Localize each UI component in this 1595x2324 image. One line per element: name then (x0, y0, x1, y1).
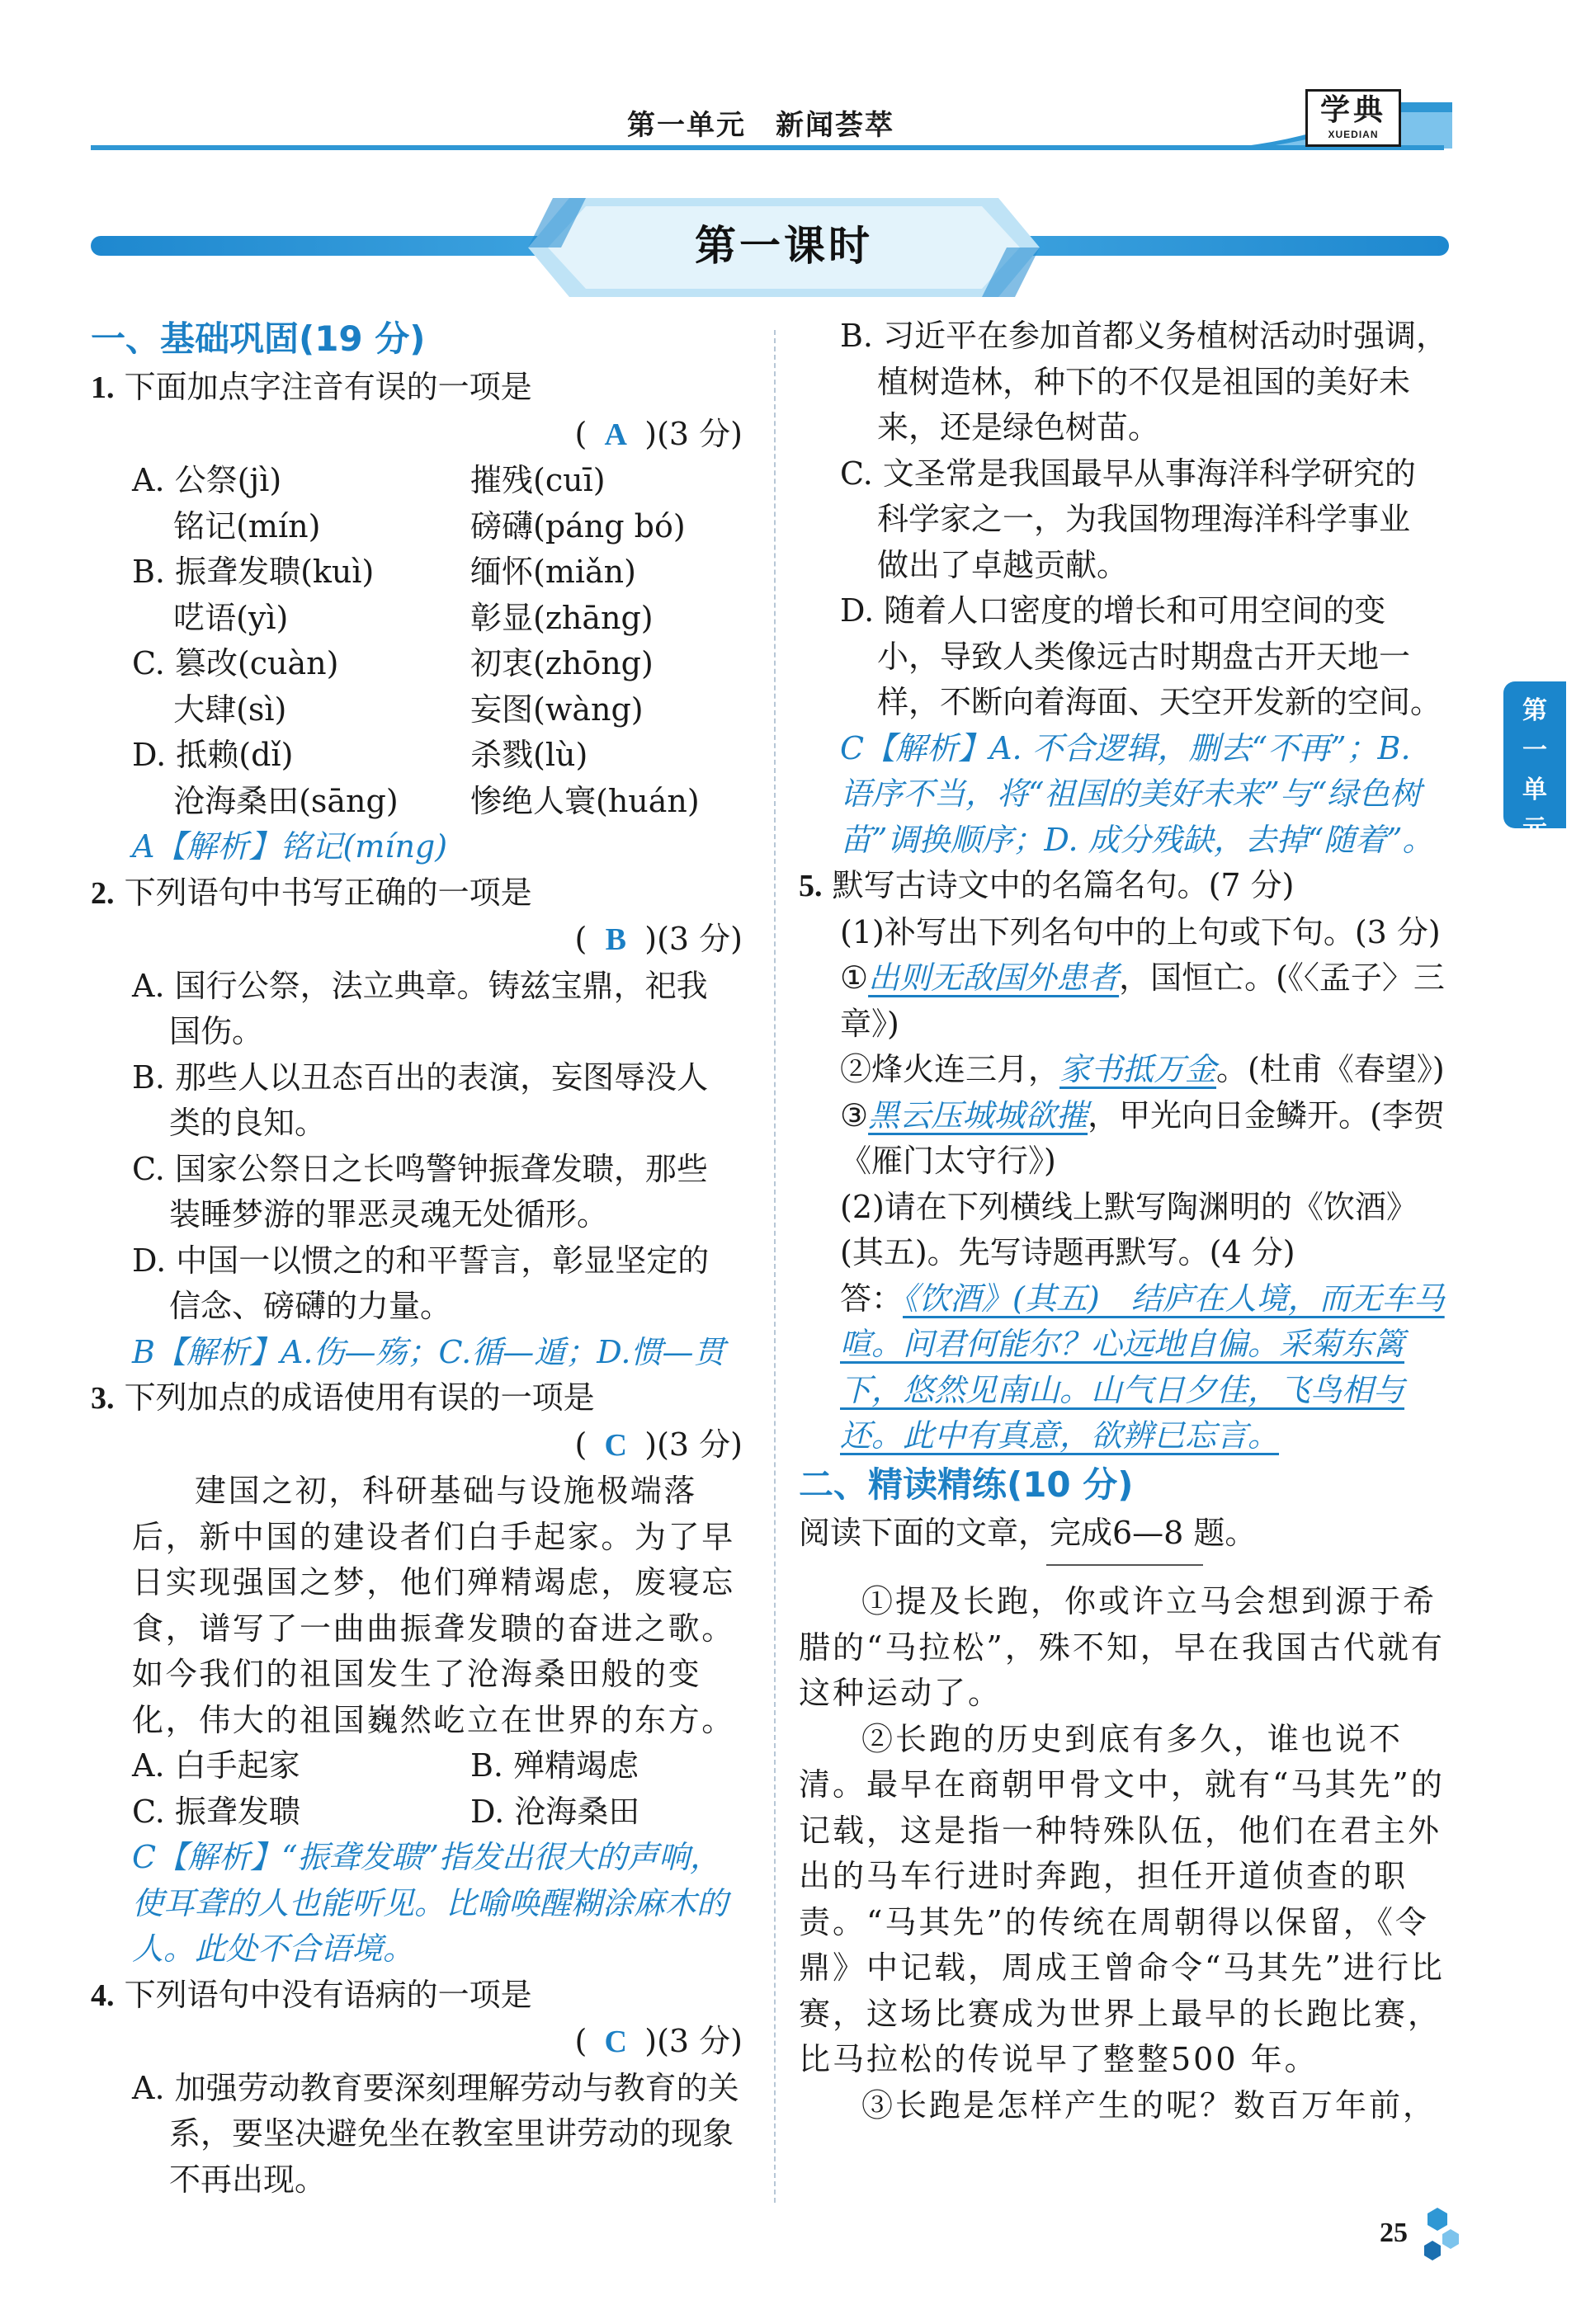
option-d: D. 中国一以惯之的和平誓言，彰显坚定的 (132, 1242, 710, 1279)
option-d-cont: 信念、磅礴的力量。 (169, 1288, 452, 1324)
option-d: D. 沧海桑田 (470, 1793, 640, 1830)
option-cell: 大肆(sì) (132, 691, 287, 728)
running-header (627, 102, 894, 143)
item-3 (799, 1093, 1451, 1185)
question-5 (799, 863, 1451, 1459)
option-cell: 磅礴(páng bó) (470, 507, 686, 544)
item-text: ，国恒亡。(《〈孟子〉三章》) (840, 959, 1445, 1042)
option-b: B. 殚精竭虑 (470, 1747, 639, 1784)
handwritten-answer: 出则无敌国外患者 (868, 959, 1120, 996)
answer-line (91, 2019, 751, 2066)
option-c-cont: 科学家之一，为我国物理海洋科学事业 (877, 501, 1411, 537)
option-b-cont: 来，还是绿色树苗。 (877, 409, 1160, 445)
question-1 (91, 365, 751, 870)
item-mark: ③ (840, 1096, 869, 1134)
option-cell: B. 振聋发聩(kuì) (132, 554, 375, 590)
analysis-text: C【解析】A. 不合逻辑，删去“不再”；B. 语序不当，将“祖国的美好未来”与“绿色树苗”调换顺序；D. 成分残缺，去掉“随着”。 (840, 729, 1434, 858)
answer-line (91, 917, 751, 964)
passage-paragraph-2: ②长跑的历史到底有多久，谁也说不清。最早在商朝甲骨文中，就有“马其先”的记载，这是指一种特殊队伍，他们在君主外出的马车行进时奔跑，担任开道侦查的职责。“马其先”的传统在周朝得以保留，《令鼎》中记载，周成王曾命令“马其先”进行比赛，这场比赛成为世界上最早的长跑比赛，比马拉松的传说早了整整500 年。 (799, 1720, 1445, 2077)
option-cell: C. 篡改(cuàn) (132, 645, 339, 681)
answer-value: C (604, 2025, 627, 2059)
item-1 (799, 955, 1451, 1047)
option-c: C. 振聋发聩 (132, 1793, 300, 1830)
subquestion-2: (2)请在下列横线上默写陶渊明的《饮酒》(其五)。先写诗题再默写。(4 分) (840, 1188, 1418, 1270)
analysis-text: C【解析】“振聋发聩”指发出很大的声响，使耳聋的人也能听见。比喻唤醒糊涂麻木的人。此处不合语境。 (132, 1839, 729, 1967)
paren-open: ( (574, 2023, 588, 2059)
question-number: 3. (91, 1381, 115, 1416)
answer-line (91, 412, 751, 459)
question-number: 5. (799, 869, 823, 903)
option-cell: 彰显(zhāng) (470, 599, 654, 636)
item-mark: ① (840, 959, 869, 996)
option-cell: 惨绝人寰(huán) (470, 782, 700, 819)
question-stem: 下列语句中书写正确的一项是 (124, 874, 532, 911)
answer-label: 答： (840, 1280, 904, 1317)
section-heading-basics: 一、基础巩固(19 分) (91, 318, 426, 359)
option-cell: 妄图(wàng) (470, 691, 644, 728)
option-c: C. 文圣常是我国最早从事海洋科学研究的 (840, 455, 1416, 492)
question-stem: 下面加点字注音有误的一项是 (124, 369, 532, 405)
option-cell: 摧残(cuī) (470, 462, 606, 498)
passage-paragraph-3: ③长跑是怎样产生的呢？数百万年前， (861, 2086, 1437, 2124)
option-a-cont: 国伤。 (169, 1013, 264, 1049)
item-text: 。(杜甫《春望》) (1216, 1051, 1445, 1087)
handwritten-answer: 家书抵万金 (1059, 1051, 1217, 1087)
score-label: )(3 分) (644, 921, 743, 957)
option-b: B. 习近平在参加首都义务植树活动时强调， (840, 318, 1448, 354)
item-2 (799, 1047, 1451, 1093)
option-cell: D. 抵赖(dǐ) (132, 737, 294, 773)
paren-open: ( (574, 921, 588, 957)
question-number: 2. (91, 875, 115, 911)
logo-subtext: XUEDIAN (1328, 129, 1379, 140)
header-topic: 新闻荟萃 (776, 109, 894, 142)
option-a: A. 白手起家 (132, 1747, 300, 1784)
question-passage: 建国之初，科研基础与设施极端落后，新中国的建设者们白手起家。为了早日实现强国之梦，他们殚精竭虑，废寝忘食，谱写了一曲曲振聋发聩的奋进之歌。如今我们的祖国发生了沧海桑田般的变化，伟大的祖国巍然屹立在世界的东方。 (132, 1473, 735, 1738)
side-tab-label: 第一单元 (1522, 696, 1547, 844)
option-b: B. 那些人以丑态百出的表演，妄图辱没人 (132, 1058, 709, 1096)
option-a-cont: 不再出现。 (169, 2161, 327, 2198)
question-stem: 下列加点的成语使用有误的一项是 (124, 1379, 595, 1416)
header-unit: 第一单元 (627, 109, 746, 142)
item-text: ②烽火连三月， (840, 1051, 1060, 1087)
score-label: )(3 分) (644, 2023, 743, 2059)
logo-text: 学典 (1319, 92, 1386, 127)
question-4 (91, 1973, 751, 2204)
option-a: A. 加强劳动教育要深刻理解劳动与教育的关 (132, 2069, 739, 2106)
option-b-cont: 类的良知。 (169, 1105, 327, 1141)
option-a-cont: 系，要坚决避免坐在教室里讲劳动的现象 (169, 2115, 734, 2152)
option-d: D. 随着人口密度的增长和可用空间的变 (840, 592, 1386, 629)
item-text: ，甲光向日金鳞开。(李贺《雁门太守行》) (840, 1096, 1445, 1179)
page-number: 25 (1380, 2218, 1408, 2248)
hexagon-decoration-icon (1413, 2204, 1462, 2270)
passage-paragraph-1: ①提及长跑，你或许立马会想到源于希腊的“马拉松”，殊不知，早在我国古代就有这种运动了。 (799, 1583, 1445, 1711)
answer-line (91, 1422, 751, 1469)
option-a: A. 国行公祭，法立典章。铸兹宝鼎，祀我 (132, 967, 708, 1004)
option-cell: 呓语(yì) (132, 599, 289, 636)
option-cell: 缅怀(miǎn) (470, 554, 636, 590)
option-d-cont: 小，导致人类像远古时期盘古开天地一 (877, 638, 1411, 675)
left-column (91, 313, 751, 2203)
analysis-text: B【解析】A.伤—殇；C.循—遁；D.惯—贯 (132, 1333, 725, 1370)
handwritten-answer: 黑云压城城欲摧 (868, 1096, 1088, 1134)
handwritten-answer: 《饮酒》(其五) 结庐在人境，而无车马喧。问君何能尔？心远地自偏。采菊东篱下，悠然见南山。山气日夕佳，飞鸟相与还。此中有真意，欲辨已忘言。 (840, 1280, 1445, 1454)
paren-open: ( (574, 415, 588, 452)
options-grid (91, 458, 751, 824)
question-stem: 下列语句中没有语病的一项是 (124, 1976, 532, 2013)
question-number: 1. (91, 370, 115, 405)
lesson-title: 第一课时 (695, 222, 873, 270)
option-b-cont: 植树造林，种下的不仅是祖国的美好未 (877, 363, 1411, 400)
option-cell: 杀戮(lù) (470, 737, 588, 773)
title-blank-line (1046, 1564, 1203, 1566)
question-number: 4. (91, 1978, 115, 2013)
option-cell: 初衷(zhōng) (470, 645, 654, 681)
option-d-cont: 样，不断向着海面、天空开发新的空间。 (877, 684, 1442, 720)
option-c-cont: 做出了卓越贡献。 (877, 546, 1129, 583)
right-column (799, 313, 1451, 2128)
score-label: )(3 分) (644, 415, 743, 452)
options-grid (91, 1743, 751, 1835)
answer-block (799, 1276, 1451, 1459)
question-stem: 默写古诗文中的名篇名句。(7 分) (832, 867, 1295, 903)
question-3 (91, 1375, 751, 1973)
option-cell: 铭记(mín) (132, 507, 321, 544)
subquestion-1: (1)补写出下列名句中的上句或下句。(3 分) (840, 913, 1441, 950)
option-c-cont: 装睡梦游的罪恶灵魂无处循形。 (169, 1196, 609, 1233)
answer-value: B (605, 922, 626, 957)
brand-logo (1305, 89, 1401, 147)
answer-value: A (604, 417, 627, 452)
unit-side-tab (1503, 681, 1566, 844)
option-cell: A. 公祭(jì) (132, 462, 282, 498)
score-label: )(3 分) (644, 1426, 743, 1463)
section-heading-reading: 二、精读精练(10 分) (799, 1464, 1134, 1505)
header-rule (91, 145, 1444, 150)
option-cell: 沧海桑田(sāng) (132, 782, 399, 819)
answer-value: C (604, 1427, 627, 1463)
paren-open: ( (574, 1426, 588, 1463)
analysis-text: A【解析】铭记(míng) (132, 828, 448, 865)
question-2 (91, 870, 751, 1376)
reading-instruction: 阅读下面的文章，完成6—8 题。 (799, 1514, 1257, 1551)
option-c: C. 国家公祭日之长鸣警钟振聋发聩，那些 (132, 1150, 708, 1187)
